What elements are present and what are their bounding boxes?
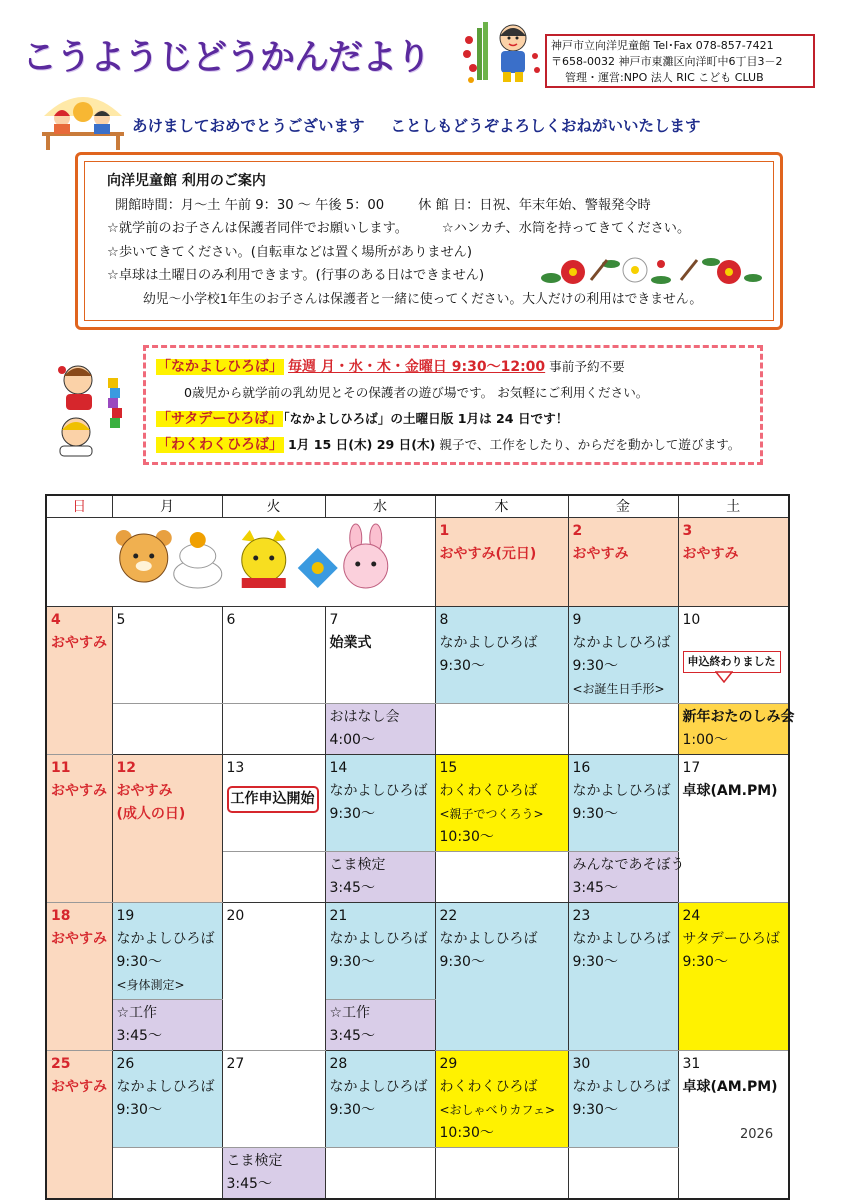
day-1-cell: [435, 517, 568, 606]
day-23-cell: [568, 902, 678, 1050]
weekday-tue: 火: [222, 495, 325, 517]
hiroba-info-box: [143, 345, 763, 465]
greeting-line-1: あけましておめでとうございます: [132, 117, 365, 135]
day-number: 4: [51, 611, 61, 628]
nakayoshi-name: 「なかよしひろば」: [157, 359, 283, 375]
day-7-cell: [325, 606, 435, 703]
day-number: 3: [682, 522, 693, 539]
event-time: 10:30～: [439, 1124, 494, 1141]
day-number: 20: [226, 907, 245, 924]
holiday-label: おやすみ: [116, 782, 173, 799]
event-label: なかよしひろば: [572, 782, 671, 799]
usage-guide-box: [75, 152, 783, 330]
day-11-cell: [46, 754, 112, 902]
usage-hours: [107, 194, 759, 218]
event-label: なかよしひろば: [439, 634, 538, 651]
day-number: 5: [116, 611, 126, 628]
event-label: 始業式: [329, 634, 372, 651]
day-21-cell: [325, 902, 435, 999]
event-label: わくわくひろば: [439, 1078, 538, 1095]
day-number: 14: [329, 759, 348, 776]
note-handkerchief: ☆ハンカチ、水筒を持ってきてください。: [441, 221, 691, 237]
day-24-cell: [678, 902, 789, 1050]
event-storytelling: [325, 703, 435, 754]
weekday-header: [46, 495, 789, 517]
event-label: なかよしひろば: [329, 782, 428, 799]
holiday-label: おやすみ: [51, 634, 107, 651]
wakuwaku-line: [156, 432, 750, 458]
calendar-week-5: [46, 1050, 789, 1147]
event-label: なかよしひろば: [572, 1078, 671, 1095]
day-number: 15: [439, 759, 458, 776]
event-label: こま検定: [329, 856, 386, 873]
holiday-label: おやすみ(元日): [439, 545, 537, 562]
event-play-together: [568, 851, 685, 902]
saturday-desc: 「なかよしひろば」の土曜日版 1月は 24 日です！: [283, 411, 569, 426]
craft-signup-start-label: 工作申込開始: [227, 786, 319, 813]
weekday-thu: 木: [435, 495, 568, 517]
event-time: 3:45～: [226, 1175, 272, 1192]
new-year-greeting: [132, 114, 701, 136]
event-label: 卓球(AM.PM): [682, 782, 778, 799]
nakayoshi-schedule: 毎週 月・水・木・金曜日 9:30～12:00: [288, 359, 546, 375]
event-time: 9:30～: [439, 657, 485, 674]
event-label: なかよしひろば: [329, 930, 428, 947]
arrow-down-icon: [715, 671, 733, 683]
kadomatsu-boy-icon: [463, 20, 543, 86]
mascot-cell: [46, 517, 435, 606]
day-31-cell: [678, 1050, 789, 1199]
calendar-week-3: [46, 754, 789, 851]
day-4-cell: [46, 606, 112, 754]
event-label: ☆工作: [116, 1004, 158, 1021]
day-number: 11: [51, 759, 71, 776]
holiday-label: おやすみ: [51, 782, 107, 799]
day-number: 21: [329, 907, 348, 924]
saturday-line: [156, 406, 750, 432]
holiday-label: おやすみ: [572, 545, 629, 562]
weekday-sun: 日: [46, 495, 112, 517]
day-number: 23: [572, 907, 591, 924]
event-label: なかよしひろば: [439, 930, 538, 947]
day-15-cell: [435, 754, 568, 851]
event-time: 9:30～: [329, 805, 375, 822]
holiday-label: おやすみ: [51, 1078, 107, 1095]
day-18-cell: [46, 902, 112, 1050]
calendar-week-5-events: [46, 1147, 789, 1199]
day-25-cell: [46, 1050, 112, 1199]
note-table-tennis: ☆卓球は土曜日のみ利用できます。(行事のある日はできません): [107, 268, 485, 284]
nakayoshi-line: [156, 354, 750, 380]
event-top-test: [325, 851, 435, 902]
event-label: なかよしひろば: [116, 1078, 215, 1095]
event-time: 9:30～: [329, 953, 375, 970]
calendar-week-2-events: [46, 703, 789, 754]
day-10-cell: [678, 606, 789, 703]
day-number: 9: [572, 611, 582, 628]
event-label: こま検定: [226, 1152, 283, 1169]
event-craft-mon: [112, 999, 222, 1050]
newsletter-title: こうようじどうかんだより: [22, 38, 431, 78]
day-29-cell: [435, 1050, 568, 1147]
day-28-cell: [325, 1050, 435, 1147]
day-number: 1: [439, 522, 450, 539]
event-label: なかよしひろば: [116, 930, 215, 947]
weekday-fri: 金: [568, 495, 678, 517]
day-2-cell: [568, 517, 678, 606]
event-time: 9:30～: [116, 953, 162, 970]
event-time: 3:45～: [329, 1027, 375, 1044]
calendar-week-4: [46, 902, 789, 999]
info-line-management: 管理・運営:NPO 法人 RIC こども CLUB: [565, 71, 764, 84]
day-number: 12: [116, 759, 136, 776]
note-walk: ☆歩いてきてください。(自転車などは置く場所がありません): [107, 244, 472, 260]
sold-out-callout: 申込終わりました: [683, 651, 781, 673]
event-label: ☆工作: [329, 1004, 371, 1021]
saturday-name: 「サタデーひろば」: [157, 411, 283, 427]
event-label: なかよしひろば: [572, 634, 671, 651]
event-time: 9:30～: [439, 953, 485, 970]
event-sub: <おしゃべりカフェ>: [439, 1102, 556, 1117]
day-number: 29: [439, 1055, 458, 1072]
weekday-mon: 月: [112, 495, 222, 517]
kids-blocks-icon: [54, 358, 134, 460]
day-number: 10: [682, 611, 701, 628]
day-number: 19: [116, 907, 135, 924]
day-12-cell: [112, 754, 222, 902]
event-label: なかよしひろば: [329, 1078, 428, 1095]
day-16-cell: [568, 754, 678, 851]
day-number: 18: [51, 907, 71, 924]
event-time: 3:45～: [116, 1027, 162, 1044]
day-number: 25: [51, 1055, 71, 1072]
event-time: 9:30～: [572, 657, 618, 674]
event-craft-wed: [325, 999, 435, 1050]
opening-hours: 開館時間：月～土 午前 9：30 ～ 午後 5：00: [115, 197, 385, 213]
event-new-year-party: [678, 703, 795, 754]
day-30-cell: [568, 1050, 678, 1147]
event-label: サタデーひろば: [682, 930, 780, 947]
day-number: 26: [116, 1055, 135, 1072]
weekday-sat: 土: [678, 495, 789, 517]
day-number: 22: [439, 907, 458, 924]
event-time: 1:00～: [682, 731, 728, 748]
event-time: 4:00～: [329, 731, 375, 748]
event-time: 3:45～: [572, 879, 618, 896]
event-time: 3:45～: [329, 879, 375, 896]
event-label: おはなし会: [329, 708, 400, 725]
animal-mascots-icon: [51, 520, 431, 596]
kite-kids-icon: [40, 88, 126, 152]
day-number: 16: [572, 759, 591, 776]
event-time: 9:30～: [572, 805, 618, 822]
day-22-cell: [435, 902, 568, 1050]
calendar-week-2: [46, 606, 789, 703]
january-calendar: [45, 494, 795, 1200]
closed-days: 休 館 日：日祝、年末年始、警報発令時: [418, 197, 651, 213]
event-sub: <お誕生日手形>: [572, 681, 665, 696]
event-time: 9:30～: [572, 953, 618, 970]
day-5-cell: [112, 606, 222, 703]
day-number: 30: [572, 1055, 591, 1072]
event-time: 10:30～: [439, 828, 494, 845]
day-6-cell: [222, 606, 325, 703]
day-13-cell: [222, 754, 325, 851]
day-number: 13: [226, 759, 245, 776]
camellia-garland-icon: [541, 250, 763, 290]
day-number: 6: [226, 611, 236, 628]
day-20-cell: [222, 902, 325, 1050]
day-number: 8: [439, 611, 449, 628]
wakuwaku-desc: 親子で、工作をしたり、からだを動かして遊びます。: [439, 437, 741, 452]
event-time: 9:30～: [329, 1101, 375, 1118]
event-sub: <身体測定>: [116, 977, 185, 992]
day-number: 28: [329, 1055, 348, 1072]
holiday-name: (成人の日): [116, 805, 186, 822]
event-time: 9:30～: [572, 1101, 618, 1118]
day-19-cell: [112, 902, 222, 999]
day-8-cell: [435, 606, 568, 703]
day-number: 31: [682, 1055, 701, 1072]
year-label: 2026: [740, 1127, 774, 1142]
note-preschool: ☆就学前のお子さんは保護者同伴でお願いします。: [107, 221, 408, 237]
nakayoshi-reserve: 事前予約不要: [549, 359, 625, 374]
calendar-week-1: [46, 517, 789, 606]
day-number: 27: [226, 1055, 245, 1072]
nakayoshi-desc: 0歳児から就学前の乳幼児とその保護者の遊び場です。 お気軽にご利用ください。: [184, 385, 649, 400]
event-label: 新年おたのしみ会: [682, 708, 795, 725]
day-number: 7: [329, 611, 339, 628]
note-guardian: 幼児～小学校1年生のお子さんは保護者と一緒に使ってください。大人だけの利用はできません。: [143, 291, 703, 307]
event-top-test-tue: [222, 1147, 325, 1199]
wakuwaku-name: 「わくわくひろば」: [157, 437, 283, 453]
day-number: 2: [572, 522, 583, 539]
usage-title: 向洋児童館 利用のご案内: [107, 173, 266, 189]
event-sub: <親子でつくろう>: [439, 806, 544, 821]
holiday-label: おやすみ: [51, 930, 107, 947]
holiday-label: おやすみ: [682, 545, 739, 562]
weekday-wed: 水: [325, 495, 435, 517]
day-26-cell: [112, 1050, 222, 1147]
event-label: みんなであそぼう: [572, 856, 685, 873]
day-3-cell: [678, 517, 789, 606]
event-time: 9:30～: [682, 953, 728, 970]
day-14-cell: [325, 754, 435, 851]
event-label: なかよしひろば: [572, 930, 671, 947]
event-label: わくわくひろば: [439, 782, 538, 799]
day-17-cell: [678, 754, 789, 902]
event-label: 卓球(AM.PM): [682, 1078, 778, 1095]
contact-info-box: [545, 34, 815, 88]
day-9-cell: [568, 606, 678, 703]
info-line-postal: 〒658-0032 神戸市東灘区向洋町中6丁目3－2: [551, 55, 783, 68]
event-time: 9:30～: [116, 1101, 162, 1118]
info-line-address-phone: 神戸市立向洋児童館 Tel･Fax 078-857-7421: [551, 39, 774, 52]
day-number: 24: [682, 907, 701, 924]
day-27-cell: [222, 1050, 325, 1147]
wakuwaku-dates: 1月 15 日(木) 29 日(木): [288, 437, 436, 452]
usage-notes-1: [107, 217, 759, 241]
day-number: 17: [682, 759, 701, 776]
greeting-line-2: ことしもどうぞよろしくおねがいいたします: [390, 117, 701, 135]
